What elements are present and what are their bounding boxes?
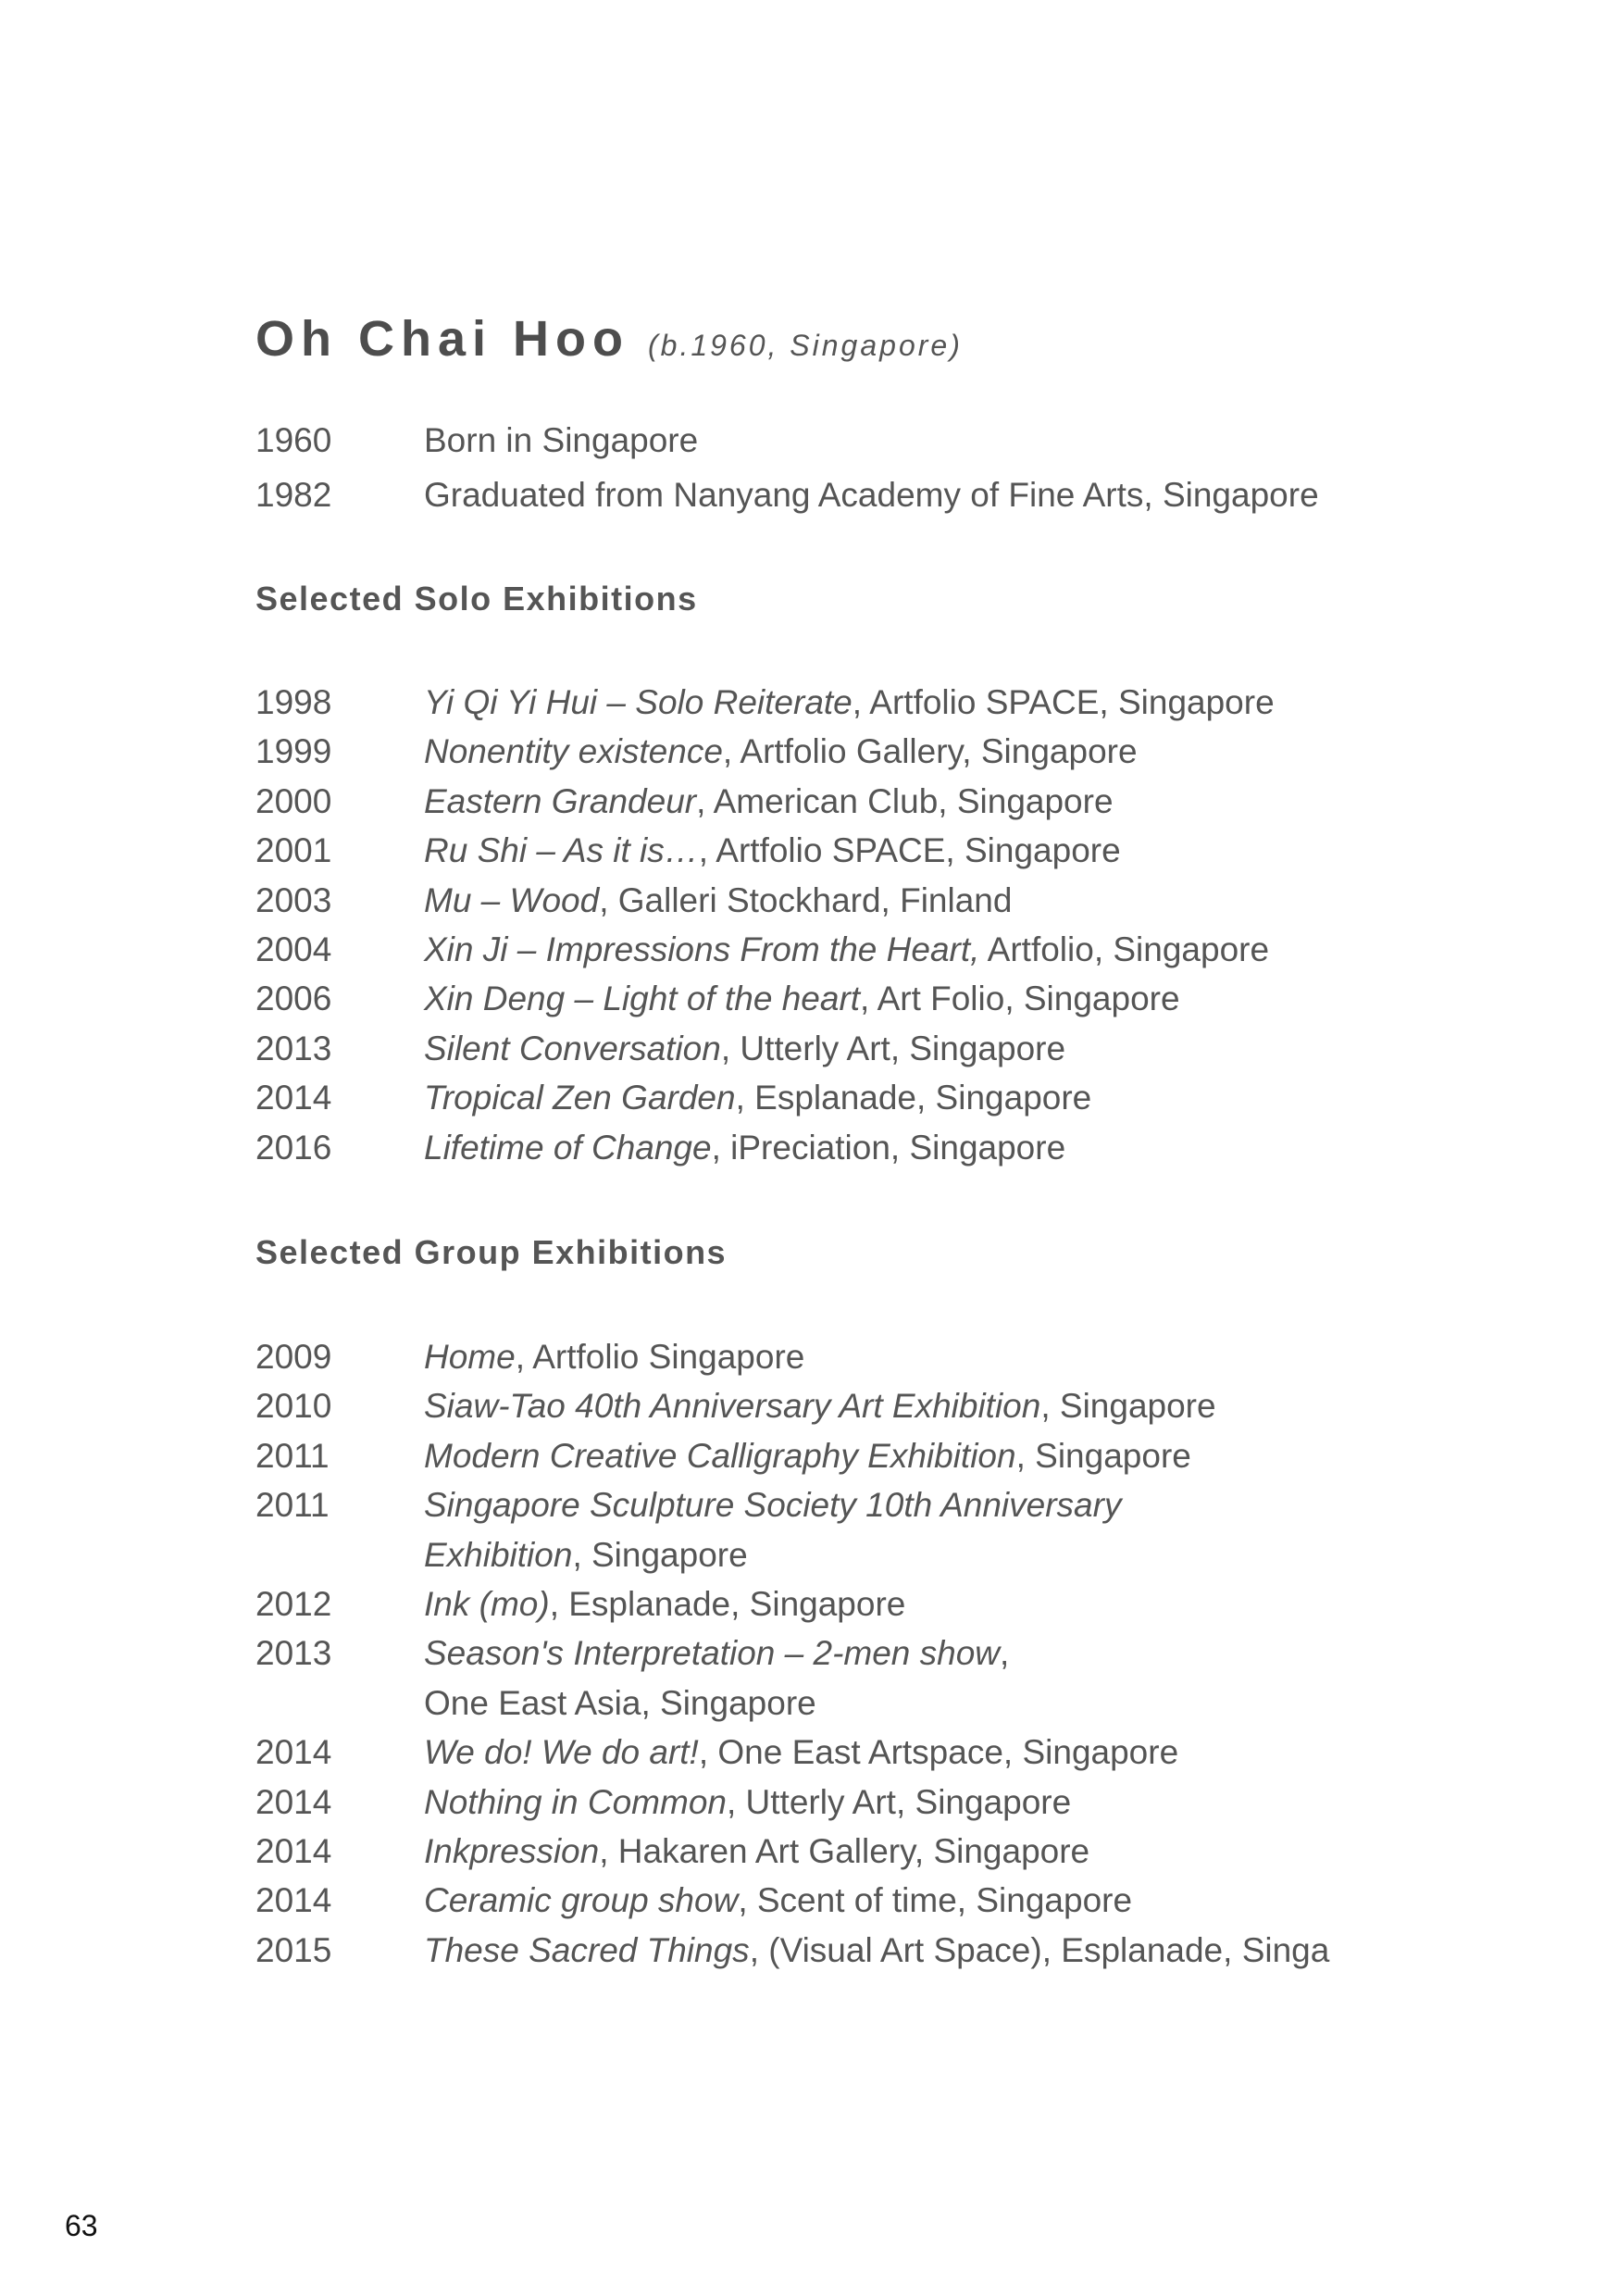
year: 2013 [255,1634,332,1673]
year: 2010 [255,1387,332,1426]
exhibition-title: Nonentity existence [424,732,723,771]
year: 1998 [255,683,332,721]
year: 2014 [255,1881,332,1920]
exhibition-venue: , Utterly Art, Singapore [726,1782,1072,1821]
description [424,974,1180,1023]
description [424,727,1138,776]
description [424,1876,1132,1925]
exhibition-title: Xin Ji – Impressions From the Heart, [424,930,980,968]
exhibition-title: Siaw-Tao 40th Anniversary Art Exhibition [424,1387,1041,1426]
page-number: 63 [65,2209,98,2242]
year: 1960 [255,421,332,459]
list-item [255,1728,1588,1777]
exhibition-title: Tropical Zen Garden [424,1079,736,1117]
exhibition-venue: , Artfolio Gallery, Singapore [722,732,1138,771]
description [424,1431,1191,1480]
list-item [255,1024,1588,1073]
exhibition-venue: , Galleri Stockhard, Finland [599,880,1013,919]
year: 2012 [255,1584,332,1623]
year: 2014 [255,1079,332,1117]
year: 2003 [255,880,332,919]
list-item [255,678,1588,727]
year: 2000 [255,781,332,820]
description [424,1123,1065,1172]
exhibition-venue: , Artfolio Singapore [515,1338,805,1376]
year: 2015 [255,1930,332,1969]
artist-name: Oh Chai Hoo [255,311,629,367]
year: 2014 [255,1831,332,1870]
description [424,1728,1178,1777]
exhibition-title: Ink (mo) [424,1584,550,1623]
exhibition-venue: , Hakaren Art Gallery, Singapore [599,1831,1090,1870]
exhibition-title: Inkpression [424,1831,600,1870]
exhibition-venue: , Singapore [1015,1436,1191,1475]
exhibition-venue: , American Club, Singapore [696,781,1114,820]
description [424,1381,1216,1430]
exhibition-title: Ru Shi – As it is… [424,831,699,870]
list-item [255,1579,1588,1628]
exhibition-venue: One East Asia, Singapore [424,1683,816,1722]
description [424,826,1121,875]
list-item [255,876,1588,925]
solo-exhibitions-heading: Selected Solo Exhibitions [255,580,698,618]
description [424,1332,804,1381]
exhibition-venue: , Scent of time, Singapore [738,1881,1133,1920]
description [424,1480,1121,1529]
list-item [255,413,1588,468]
exhibition-venue: , Esplanade, Singapore [549,1584,906,1623]
exhibition-venue: , Esplanade, Singapore [735,1079,1092,1117]
list-item [255,1381,1588,1430]
exhibition-venue: , Singapore [1040,1387,1216,1426]
description [424,1926,1329,1975]
description [424,1073,1091,1122]
list-item [255,1827,1588,1876]
exhibition-venue: , iPreciation, Singapore [711,1128,1066,1167]
year: 2004 [255,930,332,968]
group-exhibitions-heading: Selected Group Exhibitions [255,1233,728,1271]
list-item [255,1480,1588,1529]
exhibition-title: We do! We do art! [424,1733,699,1772]
list-item [255,1332,1588,1381]
list-item [255,1876,1588,1925]
exhibition-venue: , Singapore [572,1535,748,1574]
description [424,1778,1071,1827]
exhibition-title: Home [424,1338,516,1376]
list-item [255,1778,1588,1827]
year: 2001 [255,831,332,870]
year: 2014 [255,1733,332,1772]
year: 2013 [255,1029,332,1067]
list-item [255,1926,1588,1975]
list-item [255,826,1588,875]
exhibition-title: Exhibition [424,1535,573,1574]
exhibition-title: Modern Creative Calligraphy Exhibition [424,1436,1016,1475]
year: 1999 [255,732,332,771]
description [424,876,1012,925]
list-item [255,1530,1588,1579]
year: 2009 [255,1338,332,1376]
exhibition-title: Nothing in Common [424,1782,727,1821]
description [424,678,1275,727]
description [424,925,1269,974]
exhibition-venue: , Art Folio, Singapore [860,980,1180,1018]
description [424,1628,1009,1678]
exhibition-title: Season's Interpretation – 2-men show [424,1634,1001,1673]
year: 1982 [255,476,332,514]
description [424,1579,905,1628]
list-item [255,777,1588,826]
year: 2016 [255,1128,332,1167]
description [424,1530,748,1579]
list-item [255,925,1588,974]
bio-list [255,413,1588,522]
description [424,1827,1089,1876]
artist-birth: (b.1960, Singapore) [647,329,963,362]
artist-title [255,310,963,368]
exhibition-venue: , (Visual Art Space), Esplanade, Singa [749,1930,1330,1969]
list-item [255,727,1588,776]
exhibition-venue: , [1000,1634,1010,1673]
exhibition-venue: Artfolio, Singapore [979,930,1270,968]
exhibition-title: Mu – Wood [424,880,600,919]
list-item [255,1073,1588,1122]
exhibition-title: Lifetime of Change [424,1128,712,1167]
description: Born in Singapore [424,421,699,459]
year: 2011 [255,1486,330,1525]
list-item [255,1628,1588,1678]
description: Graduated from Nanyang Academy of Fine Arts, Singapore [424,476,1319,514]
description [424,1024,1065,1073]
solo-exhibitions-list [255,678,1588,1172]
exhibition-title: Silent Conversation [424,1029,721,1067]
exhibition-title: These Sacred Things [424,1930,750,1969]
description [424,777,1114,826]
list-item [255,1678,1588,1728]
description [424,1678,816,1728]
group-exhibitions-list [255,1332,1588,1975]
exhibition-venue: , Artfolio SPACE, Singapore [852,683,1275,721]
exhibition-title: Ceramic group show [424,1881,739,1920]
exhibition-venue: , Utterly Art, Singapore [720,1029,1066,1067]
year: 2011 [255,1436,330,1475]
list-item [255,1431,1588,1480]
exhibition-title: Singapore Sculpture Society 10th Anniversary [424,1486,1122,1525]
exhibition-title: Yi Qi Yi Hui – Solo Reiterate [424,683,853,721]
exhibition-venue: , Artfolio SPACE, Singapore [698,831,1121,870]
exhibition-title: Xin Deng – Light of the heart [424,980,861,1018]
exhibition-title: Eastern Grandeur [424,781,697,820]
list-item [255,1123,1588,1172]
list-item [255,468,1588,522]
year: 2006 [255,980,332,1018]
year: 2014 [255,1782,332,1821]
list-item [255,974,1588,1023]
exhibition-venue: , One East Artspace, Singapore [698,1733,1179,1772]
